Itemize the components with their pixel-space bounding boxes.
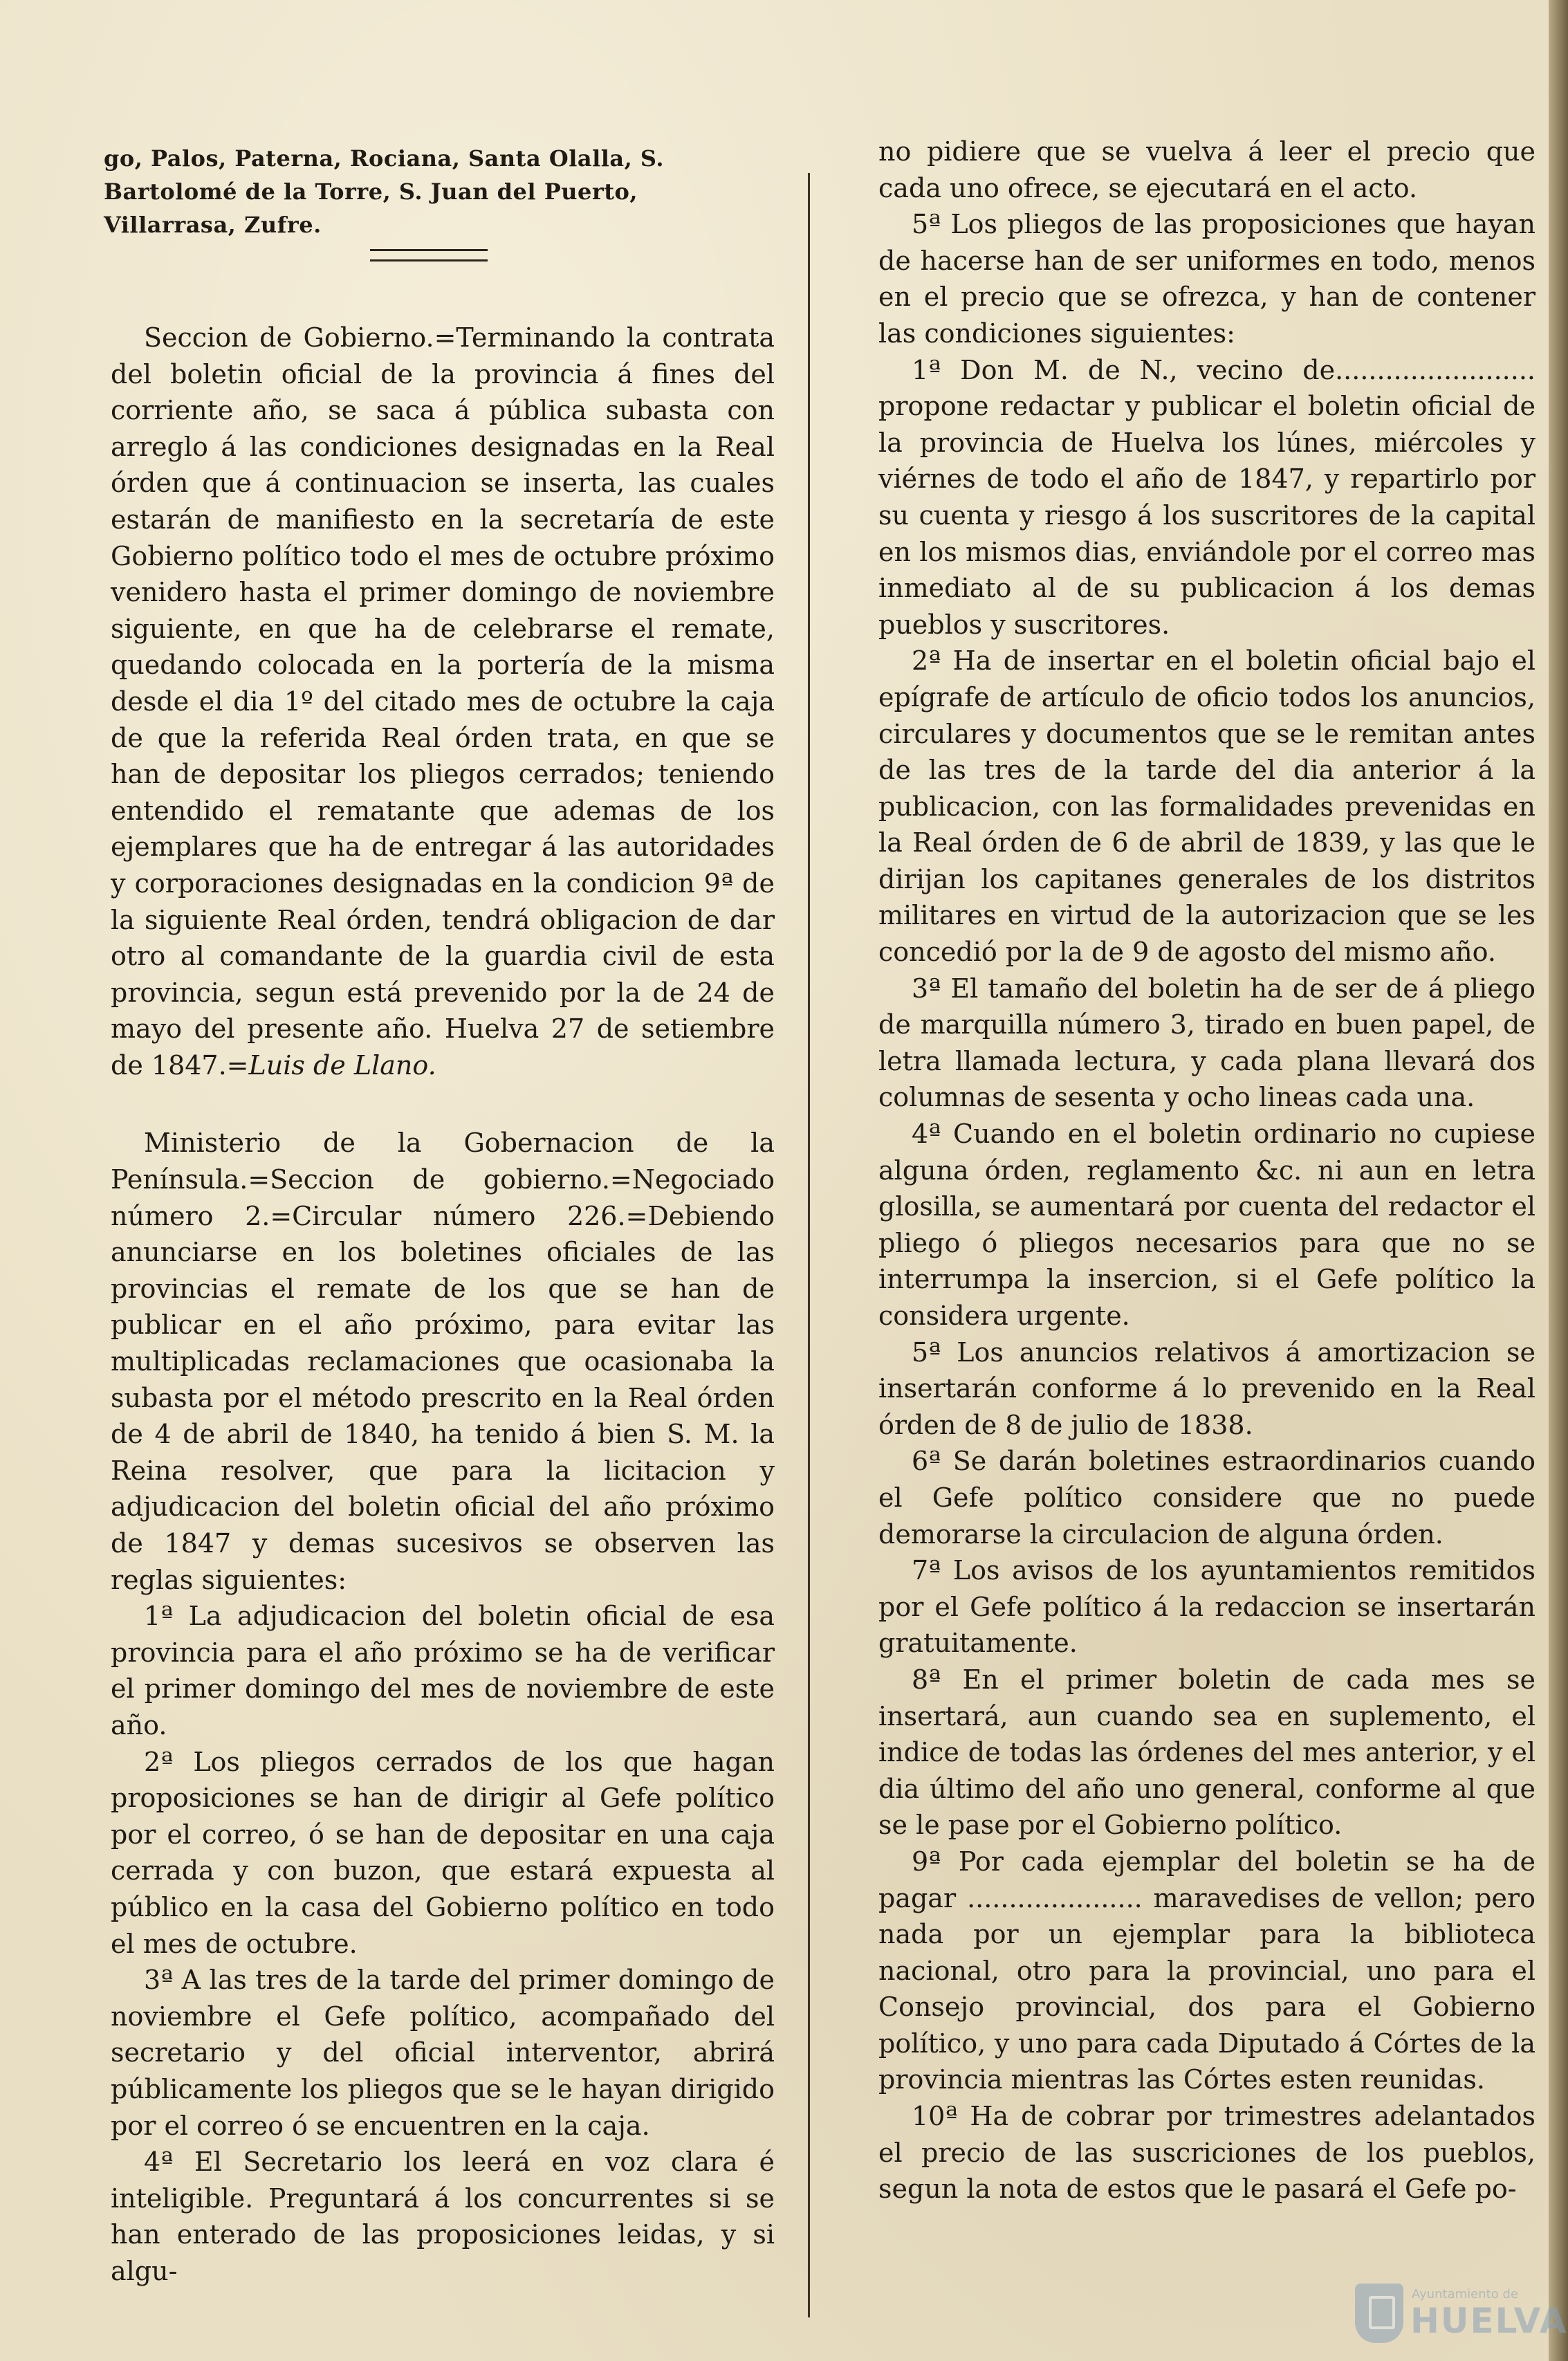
crest-icon <box>1355 2284 1403 2343</box>
watermark-title: HUELVA <box>1410 2301 1568 2341</box>
rule-3: 3ª A las tres de la tarde del primer domingo de noviembre el Gefe político, acompañado del secretario y del oficial interventor, abrirá públicamente los pliegos que se le hayan dirigido por el correo ó se encuentren en la caja. <box>111 1965 775 2141</box>
condition-3: 3ª El tamaño del boletin ha de ser de á pliego de marquilla número 3, tirado en buen papel, de letra llamada lectura, y cada plana llevará dos columnas de sesenta y ocho lineas cada una. <box>878 973 1535 1113</box>
condition-6: 6ª Se darán boletines estraordinarios cuando el Gefe político considere que no puede demorarse la circulacion de alguna órden. <box>878 1446 1535 1550</box>
condition-8: 8ª En el primer boletin de cada mes se insertará, aun cuando sea en suplemento, el indice de todas las órdenes del mes anterior, y el dia último del año uno general, conforme al que se le pase por el Gobierno político. <box>878 1664 1535 1841</box>
condition-2: 2ª Ha de insertar en el boletin oficial bajo el epígrafe de artículo de oficio todos los anuncios, circulares y documentos que se le remitan antes de las tres de la tarde del dia anterior á la publicacion, con las formalidades prevenidas en la Real órden de 6 de abril de 1839, y las que le dirijan los capitanes generales de los distritos militares en virtud de la autorizacion que se les concedió por la de 9 de agosto del mismo año. <box>878 645 1535 968</box>
rule-4: 4ª El Secretario los leerá en voz clara é inteligible. Preguntará á los concurrentes si se han enterado de las proposiciones leidas, y si algu- <box>111 2147 775 2286</box>
watermark-caption: Ayuntamiento de <box>1412 2287 1518 2302</box>
condition-9: 9ª Por cada ejemplar del boletin se ha de pagar ..................... maravedises de vellon; pero nada por un ejemplar para la biblioteca nacional, otro para la provincial, uno para el Consejo provincial, dos para el Gobierno político, y uno para cada Diputado á Córtes de la provincia mientras las Córtes esten reunidas. <box>878 1846 1535 2095</box>
right-column <box>878 134 1535 2207</box>
ministry-text: Ministerio de la Gobernacion de la Península.=Seccion de gobierno.=Negociado número 2.=Circular número 226.=Debiendo anunciarse en los boletines oficiales de las provincias el remate de los que se han de publicar en el año próximo, para evitar las multiplicadas reclamaciones que ocasionaba la subasta por el método prescrito en la Real órden de 4 de abril de 1840, ha tenido á bien S. M. la Reina resolver, que para la licitacion y adjudicacion del boletin oficial del año próximo de 1847 y demas sucesivos se observen las reglas siguientes: <box>111 1128 775 1595</box>
town-list: go, Palos, Paterna, Rociana, Santa Olalla, S. Bartolomé de la Torre, S. Juan del Puerto, Villarrasa, Zufre. <box>104 145 665 238</box>
condition-7: 7ª Los avisos de los ayuntamientos remitidos por el Gefe político á la redaccion se insertarán gratuitamente. <box>878 1555 1535 1659</box>
rule-1: 1ª La adjudicacion del boletin oficial de esa provincia para el año próximo se ha de verificar el primer domingo del mes de noviembre de este año. <box>111 1601 775 1740</box>
left-column <box>111 320 775 2289</box>
announcement-text <box>111 320 775 1083</box>
condition-1: 1ª Don M. de N., vecino de........................ propone redactar y publicar el boletin oficial de la provincia de Huelva los lúnes, miércoles y viérnes de todo el año de 1847, y repartirlo por su cuenta y riesgo á los suscritores de la capital en los mismos dias, enviándole por el correo mas inmediato al de su publicacion á los demas pueblos y suscritores. <box>878 354 1535 640</box>
spacer <box>111 1083 775 1125</box>
condition-10: 10ª Ha de cobrar por trimestres adelantados el precio de las suscriciones de los pueblos, segun la nota de estos que le pasará el Gefe po- <box>878 2101 1535 2205</box>
ayuntamiento-watermark <box>1355 2280 1568 2346</box>
condition-4: 4ª Cuando en el boletin ordinario no cupiese alguna órden, reglamento &c. ni aun en letra glosilla, se aumentará por cuenta del redactor el pliego ó pliegos necesarios para que no se interrumpa la insercion, si el Gefe político la considera urgente. <box>878 1119 1535 1331</box>
condition-5: 5ª Los anuncios relativos á amortizacion se insertarán conforme á lo prevenido en la Real órden de 8 de julio de 1838. <box>878 1336 1535 1440</box>
column-rule <box>808 173 810 2317</box>
rule-2: 2ª Los pliegos cerrados de los que hagan proposiciones se han de dirigir al Gefe político por el correo, ó se han de depositar en una caja cerrada y con buzon, que estará expuesta al público en la casa del Gobierno político en todo el mes de octubre. <box>111 1746 775 1959</box>
page-edge <box>1549 0 1568 2361</box>
ornament-rule <box>370 249 488 261</box>
rule-5: 5ª Los pliegos de las proposiciones que hayan de hacerse han de ser uniformes en todo, menos en el precio que se ofrezca, y han de contener las condiciones siguientes: <box>878 209 1535 349</box>
signature: Luis de Llano. <box>248 1049 436 1081</box>
announcement-body: Seccion de Gobierno.=Terminando la contrata del boletin oficial de la provincia á fines del corriente año, se saca á pública subasta con arreglo á las condiciones designadas en la Real órden que á continuacion se inserta, las cuales estarán de manifiesto en la secretaría de este Gobierno político todo el mes de octubre próximo venidero hasta el primer domingo de noviembre siguiente, en que ha de celebrarse el remate, quedando colocada en la portería de la misma desde el dia 1º del citado mes de octubre la caja de que la referida Real órden trata, en que se han de depositar los pliegos cerrados; teniendo entendido el rematante que ademas de los ejemplares que ha de entregar á las autoridades y corporaciones designadas en la condicion 9ª de la siguiente Real órden, tendrá obligacion de dar otro al comandante de la guardia civil de esta provincia, segun está prevenido por la de 24 de mayo del presente año. Huelva 27 de setiembre de 1847.= <box>111 322 775 1081</box>
continuation-text: no pidiere que se vuelva á leer el precio que cada uno ofrece, se ejecutará en el acto. <box>878 136 1535 203</box>
